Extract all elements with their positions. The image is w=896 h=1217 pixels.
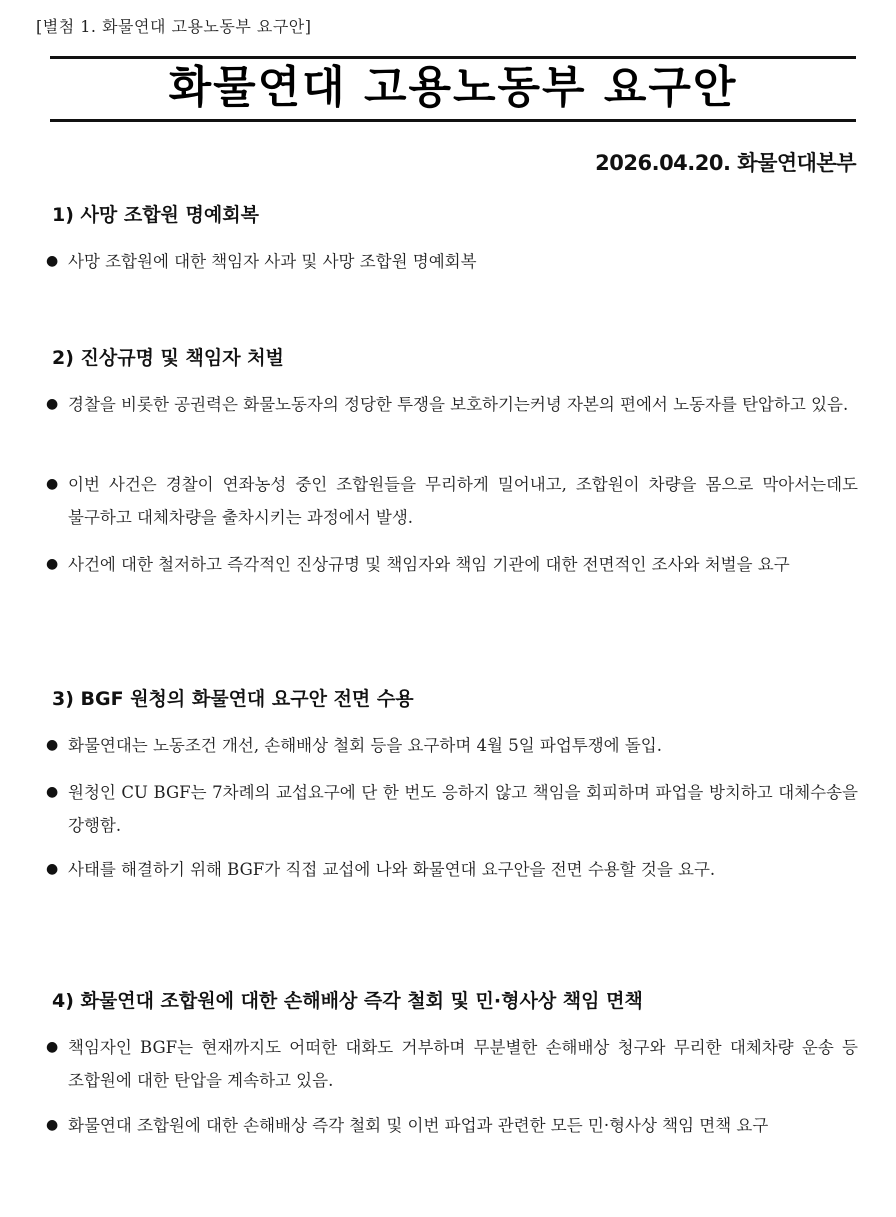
bullet-icon: ● bbox=[46, 1039, 59, 1055]
bullet-icon: ● bbox=[46, 784, 59, 800]
bullet-item bbox=[46, 548, 858, 581]
date-and-issuer: 2026.04.20. 화물연대본부 bbox=[595, 151, 856, 175]
bullet-text: 화물연대는 노동조건 개선, 손해배상 철회 등을 요구하며 4월 5일 파업투쟁에 돌입. bbox=[68, 736, 662, 755]
bullet-item bbox=[46, 245, 858, 278]
bullet-text: 화물연대 조합원에 대한 손해배상 즉각 철회 및 이번 파업과 관련한 모든 민·형사상 책임 면책 요구 bbox=[68, 1116, 769, 1135]
bullet-icon: ● bbox=[46, 861, 59, 877]
section-heading-1: 1) 사망 조합원 명예회복 bbox=[52, 204, 259, 226]
bullet-icon: ● bbox=[46, 556, 59, 572]
attachment-label: [별첨 1. 화물연대 고용노동부 요구안] bbox=[36, 17, 312, 36]
bullet-text: 원청인 CU BGF는 7차례의 교섭요구에 단 한 번도 응하지 않고 책임을 회피하며 파업을 방치하고 대체수송을 강행함. bbox=[68, 783, 858, 835]
bullet-item bbox=[46, 776, 858, 842]
page-title: 화물연대 고용노동부 요구안 bbox=[168, 62, 738, 113]
bullet-icon: ● bbox=[46, 396, 59, 412]
section-heading-2: 2) 진상규명 및 책임자 처벌 bbox=[52, 347, 284, 369]
bullet-item bbox=[46, 1031, 858, 1097]
bullet-item bbox=[46, 729, 858, 762]
bullet-text: 이번 사건은 경찰이 연좌농성 중인 조합원들을 무리하게 밀어내고, 조합원이 차량을 몸으로 막아서는데도 불구하고 대체차량을 출차시키는 과정에서 발생. bbox=[68, 475, 858, 527]
bullet-text: 사건에 대한 철저하고 즉각적인 진상규명 및 책임자와 책임 기관에 대한 전면적인 조사와 처벌을 요구 bbox=[68, 555, 790, 574]
bullet-icon: ● bbox=[46, 476, 59, 492]
bullet-icon: ● bbox=[46, 737, 59, 753]
bullet-icon: ● bbox=[46, 253, 59, 269]
bullet-item bbox=[46, 1109, 858, 1142]
bullet-text: 경찰을 비롯한 공권력은 화물노동자의 정당한 투쟁을 보호하기는커녕 자본의 편에서 노동자를 탄압하고 있음. bbox=[68, 395, 849, 414]
bullet-item bbox=[46, 388, 858, 421]
bullet-text: 책임자인 BGF는 현재까지도 어떠한 대화도 거부하며 무분별한 손해배상 청구와 무리한 대체차량 운송 등 조합원에 대한 탄압을 계속하고 있음. bbox=[68, 1038, 858, 1090]
bullet-item bbox=[46, 853, 858, 886]
bullet-icon: ● bbox=[46, 1117, 59, 1133]
title-bottom-rule bbox=[50, 119, 856, 122]
section-heading-3: 3) BGF 원청의 화물연대 요구안 전면 수용 bbox=[52, 688, 414, 710]
bullet-text: 사태를 해결하기 위해 BGF가 직접 교섭에 나와 화물연대 요구안을 전면 수용할 것을 요구. bbox=[68, 860, 716, 879]
bullet-text: 사망 조합원에 대한 책임자 사과 및 사망 조합원 명예회복 bbox=[68, 252, 477, 271]
bullet-item bbox=[46, 468, 858, 534]
section-heading-4: 4) 화물연대 조합원에 대한 손해배상 즉각 철회 및 민·형사상 책임 면책 bbox=[52, 990, 643, 1012]
